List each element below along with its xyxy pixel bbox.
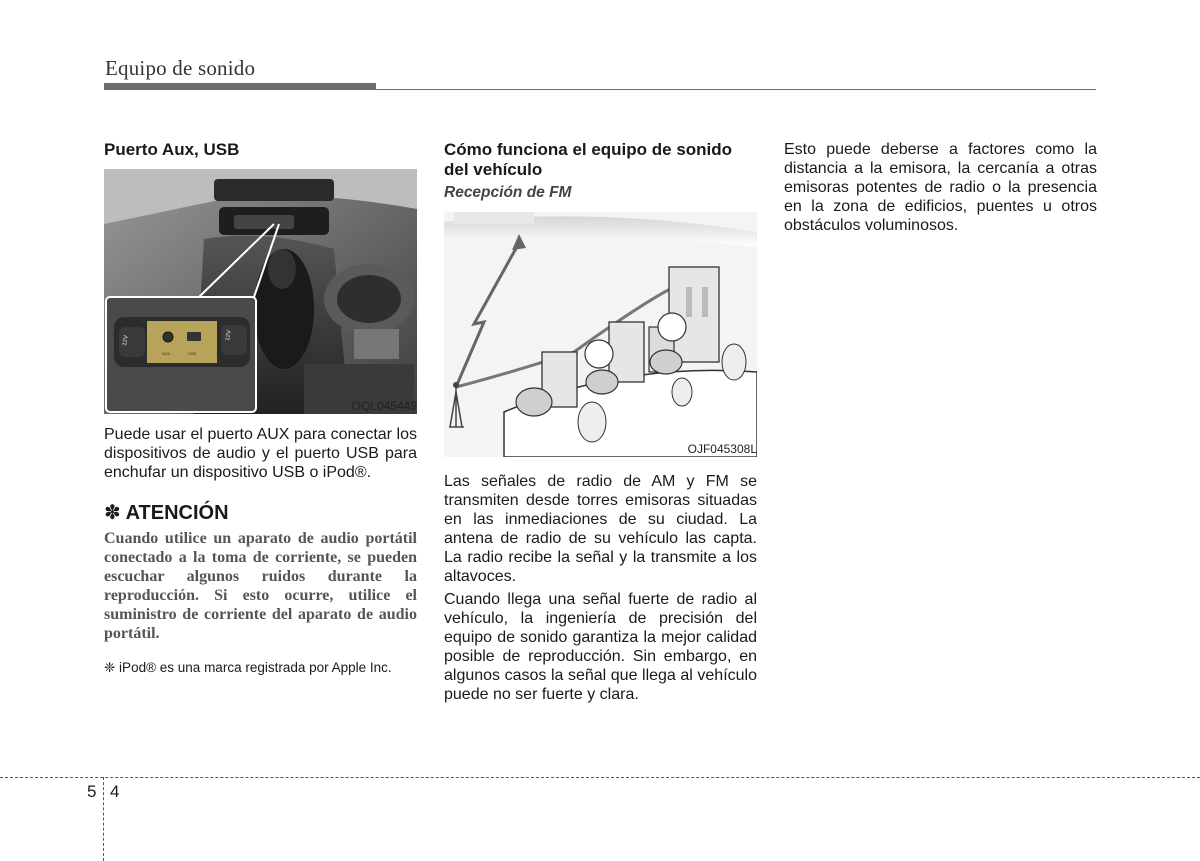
attention-heading: ✽ ATENCIÓN (104, 502, 229, 524)
trademark-note: ❈ iPod® es una marca registrada por Apple Inc. (104, 660, 392, 675)
port-label-aux: AUX (162, 351, 171, 356)
paragraph-signal-transmission: Las señales de radio de AM y FM se transmiten desde torres emisoras situadas en las inmediaciones de su ciudad. La antena de radio de su vehículo las capta. La radio recibe la señal y la transmite a los altavoces. (444, 473, 757, 585)
attention-text: Cuando utilice un aparato de audio portátil conectado a la toma de corriente, se pueden escuchar algunos ruidos durante la reproducción. Si esto ocurre, utilice el suministro de corriente del aparato de audio portátil. (104, 530, 417, 642)
figure-caption: OJF045308L (687, 442, 757, 456)
heading-how-it-works: Cómo funciona el equipo de sonido del vehículo (444, 140, 733, 179)
port-label-12v-right: 12V (225, 329, 233, 342)
page-number: 4 (110, 782, 120, 801)
header-rule-thin (376, 89, 1096, 90)
figure-caption: OQL045449 (351, 399, 417, 413)
port-label-12v-left: 12V (122, 334, 130, 347)
subheading-fm: Recepción de FM (444, 184, 572, 201)
chapter-number: 5 (87, 782, 97, 801)
column-how-it-works (444, 140, 757, 704)
section-title: Equipo de sonido (105, 56, 256, 80)
port-label-usb: USB (188, 351, 197, 356)
fm-reception-illustration (444, 212, 757, 457)
figure-fm-reception (444, 212, 757, 457)
paragraph-aux-usb: Puede usar el puerto AUX para conectar los dispositivos de audio y el puerto USB para enchufar un dispositivo USB o iPod®. (104, 426, 417, 481)
column-continued (784, 140, 1097, 235)
figure-aux-usb-photo (104, 169, 417, 414)
paragraph-interference-factors: Esto puede deberse a factores como la distancia a la emisora, la cercanía a otras emisoras potentes de radio o la presencia en la zona de edificios, puentes u otros obstáculos voluminosos. (784, 141, 1097, 234)
footer-rule (0, 777, 1200, 778)
console-illustration (104, 169, 417, 414)
header-rule-thick (104, 83, 376, 90)
column-aux-usb (104, 140, 417, 677)
footer-divider (103, 777, 104, 861)
paragraph-signal-quality: Cuando llega una señal fuerte de radio al vehículo, la ingeniería de precisión del equipo de sonido garantiza la mejor calidad posible de reproducción. Sin embargo, en algunos casos la señal que llega al vehículo puede no ser fuerte y clara. (444, 591, 757, 703)
heading-aux-usb: Puerto Aux, USB (104, 140, 240, 159)
